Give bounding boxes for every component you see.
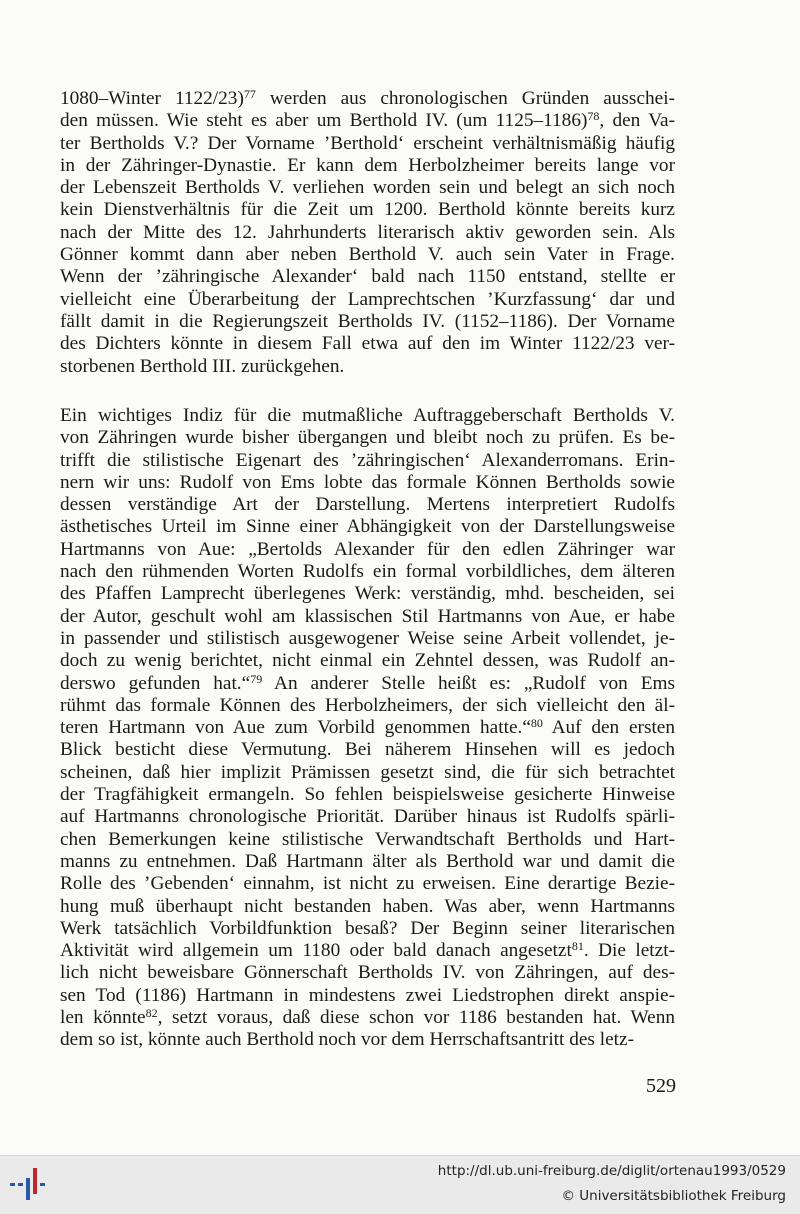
- text-line: [60, 110, 675, 132]
- text-line: [60, 829, 675, 851]
- text-line: [60, 311, 675, 333]
- text-line: [60, 762, 675, 784]
- text-segment: 1080–Winter 1122/23): [60, 88, 244, 109]
- text-line: [60, 133, 675, 155]
- footer-url-link[interactable]: http://dl.ub.uni-freiburg.de/diglit/ortenau1993/0529: [437, 1163, 786, 1179]
- footnote-marker: 77: [243, 87, 256, 101]
- university-library-logo-icon: [8, 1164, 52, 1204]
- text-segment: manns zu entnehmen. Daß Hartmann älter als Berthold war und damit die: [60, 850, 675, 872]
- text-segment: rühmt das formale Können des Herbolzheimers, der sich vielleicht den äl-: [60, 694, 675, 716]
- paragraph-1: [60, 88, 675, 378]
- text-segment: storbenen Berthold III. zurückgehen.: [60, 355, 345, 377]
- text-segment: Auf den ersten: [542, 717, 676, 739]
- text-segment: teren Hartmann von Aue zum Vorbild genommen hatte.“: [60, 717, 531, 739]
- text-line: [60, 516, 675, 538]
- text-line: [60, 472, 675, 494]
- text-line: [60, 695, 675, 717]
- text-segment: scheinen, daß hier implizit Prämissen gesetzt sind, die für sich betrachtet: [60, 761, 675, 783]
- text-segment: dem so ist, könnte auch Berthold noch vor dem Herrschaftsantritt des letz-: [60, 1029, 634, 1051]
- text-segment: dessen verständige Art der Darstellung. Mertens interpretiert Rudolfs: [60, 494, 675, 516]
- text-segment: Aktivität wird allgemein um 1180 oder bald danach angesetzt: [60, 940, 572, 962]
- text-segment: nach der Mitte des 12. Jahrhunderts literarisch aktiv geworden sein. Als: [60, 221, 675, 243]
- text-line: [60, 450, 675, 472]
- text-line: [60, 717, 675, 739]
- text-segment: der Autor, geschult wohl am klassischen Stil Hartmanns von Aue, er habe: [60, 605, 675, 627]
- footnote-marker: 80: [530, 716, 543, 731]
- text-segment: . Die letzt-: [583, 940, 675, 962]
- text-line: [60, 962, 675, 984]
- text-segment: der Lebenszeit Bertholds V. verliehen worden sein und belegt an sich noch: [60, 177, 675, 199]
- text-line: [60, 405, 675, 427]
- text-segment: Gönner kommt dann aber neben Berthold V. auch sein Vater in Frage.: [60, 244, 675, 266]
- text-segment: chen Bemerkungen keine stilistische Verwandtschaft Bertholds und Hart-: [60, 828, 675, 850]
- text-line: [60, 494, 675, 516]
- text-line: [60, 985, 675, 1007]
- text-segment: des Pfaffen Lamprecht überlegenes Werk: verständig, mhd. bescheiden, sei: [60, 583, 675, 605]
- text-segment: trifft die stilistische Eigenart des ’zähringischen‘ Alexanderromans. Erin-: [60, 449, 675, 471]
- text-line: [60, 851, 675, 873]
- footnote-marker: 82: [145, 1006, 158, 1021]
- text-segment: in der Zähringer-Dynastie. Er kann dem Herbolzheimer bereits lange vor: [60, 154, 675, 176]
- text-line: [60, 896, 675, 918]
- text-segment: Rolle des ’Gebenden‘ einnahm, ist nicht zu erweisen. Eine derartige Bezie-: [60, 873, 675, 895]
- text-line: [60, 561, 675, 583]
- text-segment: ter Bertholds V.? Der Vorname ’Berthold‘ erscheint verhältnismäßig häufig: [60, 132, 675, 154]
- text-line: [60, 88, 675, 110]
- text-segment: den müssen. Wie steht es aber um Berthold IV. (um 1125–1186): [60, 110, 588, 132]
- text-segment: werden aus chronologischen Gründen ausschei-: [255, 88, 675, 109]
- text-line: [60, 739, 675, 761]
- text-segment: in passender und stilistisch ausgewogener Weise seine Arbeit vollendet, je-: [60, 627, 675, 649]
- text-line: [60, 539, 675, 561]
- text-line: [60, 583, 675, 605]
- footnote-marker: 79: [250, 671, 263, 686]
- text-segment: auf Hartmanns chronologische Priorität. Darüber hinaus ist Rudolfs spärli-: [60, 806, 675, 828]
- text-line: [60, 356, 675, 378]
- text-line: [60, 1007, 675, 1029]
- text-segment: der Tragfähigkeit ermangeln. So fehlen beispielsweise gesicherte Hinweise: [60, 784, 675, 806]
- text-segment: ästhetisches Urteil im Sinne einer Abhängigkeit von der Darstellungsweise: [60, 516, 675, 538]
- text-segment: nern wir uns: Rudolf von Ems lobte das formale Können Bertholds sowie: [60, 471, 675, 493]
- text-line: [60, 673, 675, 695]
- text-line: [60, 628, 675, 650]
- text-segment: An anderer Stelle heißt es: „Rudolf von Ems: [262, 672, 675, 694]
- text-segment: , setzt voraus, daß diese schon vor 1186 bestanden hat. Wenn: [157, 1007, 675, 1029]
- text-segment: sen Tod (1186) Hartmann in mindestens zwei Liedstrophen direkt anspie-: [60, 984, 675, 1006]
- text-line: [60, 1029, 675, 1051]
- text-segment: lich nicht beweisbare Gönnerschaft Bertholds IV. von Zähringen, auf des-: [60, 962, 675, 984]
- text-segment: , den Va-: [599, 110, 675, 132]
- text-line: [60, 940, 675, 962]
- footnote-marker: 81: [571, 939, 584, 954]
- text-segment: vielleicht eine Überarbeitung der Lamprechtschen ’Kurzfassung‘ dar und: [60, 288, 675, 310]
- text-line: [60, 289, 675, 311]
- footnote-marker: 78: [587, 109, 600, 124]
- text-segment: nach den rühmenden Worten Rudolfs ein formal vorbildliches, dem älteren: [60, 561, 675, 583]
- text-segment: len könnte: [60, 1007, 146, 1029]
- text-segment: fällt damit in die Regierungszeit Bertholds IV. (1152–1186). Der Vorname: [60, 310, 675, 332]
- text-segment: doch zu wenig berichtet, nicht einmal ein Zehntel dessen, was Rudolf an-: [60, 650, 675, 672]
- text-segment: derswo gefunden hat.“: [60, 672, 251, 694]
- text-line: [60, 266, 675, 288]
- text-line: [60, 650, 675, 672]
- text-line: [60, 199, 675, 221]
- text-segment: von Zähringen wurde bisher übergangen und bleibt noch zu prüfen. Es be-: [60, 427, 675, 449]
- text-segment: kein Dienstverhältnis für die Zeit um 1200. Berthold könnte bereits kurz: [60, 199, 675, 221]
- text-segment: Werk tatsächlich Vorbildfunktion besaß? Der Beginn seiner literarischen: [60, 917, 675, 939]
- page-number: 529: [646, 1075, 676, 1097]
- text-segment: Wenn der ’zähringische Alexander‘ bald nach 1150 entstand, stellte er: [60, 266, 675, 288]
- paragraph-2: [60, 405, 675, 1052]
- text-line: [60, 333, 675, 355]
- text-line: [60, 155, 675, 177]
- text-line: [60, 606, 675, 628]
- text-segment: Ein wichtiges Indiz für die mutmaßliche Auftraggeberschaft Bertholds V.: [60, 405, 675, 426]
- text-segment: Hartmanns von Aue: „Bertolds Alexander für den edlen Zähringer war: [60, 538, 675, 560]
- text-line: [60, 177, 675, 199]
- text-line: [60, 873, 675, 895]
- text-segment: hung muß überhaupt nicht bestanden haben. Was aber, wenn Hartmanns: [60, 895, 675, 917]
- text-line: [60, 806, 675, 828]
- text-segment: Blick besticht diese Vermutung. Bei näherem Hinsehen will es jedoch: [60, 739, 675, 761]
- text-line: [60, 918, 675, 940]
- text-line: [60, 784, 675, 806]
- text-line: [60, 244, 675, 266]
- text-line: [60, 222, 675, 244]
- text-segment: des Dichters könnte in diesem Fall etwa auf den im Winter 1122/23 ver-: [60, 333, 675, 355]
- footer-copyright: © Universitätsbibliothek Freiburg: [561, 1188, 786, 1204]
- footer-bar: [0, 1155, 800, 1214]
- text-line: [60, 427, 675, 449]
